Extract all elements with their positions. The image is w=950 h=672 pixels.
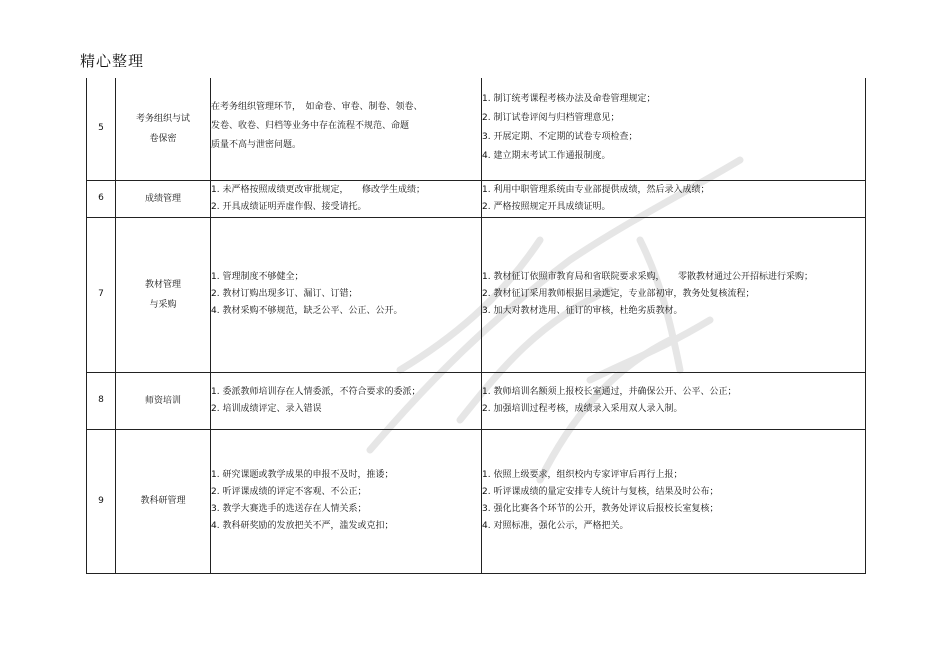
risk-cell [211, 372, 482, 429]
item-text: 成绩管理 [144, 193, 181, 204]
table-row [87, 372, 866, 429]
risk-text: 4. 教材采购不够规范，缺乏公平、公正、公开。 [211, 306, 403, 316]
table-row [87, 429, 866, 573]
measure-text: 3. 强化比赛各个环节的公开，教务处评议后报校长室复核； [482, 504, 719, 514]
page-header-title: 精心整理 [80, 52, 145, 70]
measure-text: 2. 严格按照规定开具成绩证明。 [482, 201, 611, 212]
item-cell [116, 429, 211, 573]
item-text: 教材管理 [144, 279, 181, 290]
table-row [87, 78, 866, 180]
row-number: 7 [87, 217, 116, 372]
risk-text: 1. 研究课题或教学成果的申报不及时，推诿； [211, 470, 394, 480]
item-text: 卷保密 [149, 133, 177, 144]
risk-text: 发卷、收卷、归档等业务中存在流程不规范、命题 [211, 121, 410, 131]
measure-text: 2. 听评课成绩的量定安排专人统计与复核，结果及时公布； [482, 487, 719, 497]
risk-text: 4. 教科研奖励的发放把关不严，滥发或克扣； [211, 521, 394, 531]
risk-text: 2. 培训成绩评定、录入错误 [211, 403, 322, 414]
measure-cell [482, 372, 866, 429]
item-text: 考务组织与试 [135, 113, 190, 124]
measure-text: 1. 依照上级要求，组织校内专家评审后再行上报； [482, 470, 683, 480]
risk-cell [211, 180, 482, 217]
measure-text: 1. 教材征订依照市教育局和省联院要求采购， 零散教材通过公开招标进行采购； [482, 272, 813, 282]
measure-text: 2. 教材征订采用教师根据目录选定，专业部初审，教务处复核流程； [482, 289, 755, 299]
risk-text: 2. 开具成绩证明弄虚作假、接受请托。 [211, 201, 367, 212]
measure-text: 1. 制订统考课程考核办法及命卷管理规定； [482, 94, 656, 104]
row-number: 8 [87, 372, 116, 429]
item-cell [116, 372, 211, 429]
measure-text: 3. 开展定期、不定期的试卷专项检查； [482, 132, 638, 142]
item-cell [116, 217, 211, 372]
item-text: 教科研管理 [140, 496, 186, 506]
measure-text: 1. 教师培训名额须上报校长室通过，并确保公开、公平、公正； [482, 386, 737, 397]
measure-text: 3. 加大对教材选用、征订的审核，杜绝劣质教材。 [482, 306, 683, 316]
risk-text: 在考务组织管理环节， 如命卷、审卷、制卷、领卷、 [211, 102, 423, 112]
table-row [87, 217, 866, 372]
table-row [87, 180, 866, 217]
row-number: 6 [87, 180, 116, 217]
item-text: 师资培训 [144, 395, 181, 406]
measure-text: 1. 利用中职管理系统由专业部提供成绩，然后录入成绩； [482, 184, 710, 195]
row-number: 9 [87, 429, 116, 573]
item-text: 与采购 [149, 299, 177, 310]
risk-text: 2. 听评课成绩的评定不客观、不公正； [211, 487, 367, 497]
measure-text: 4. 建立期末考试工作通报制度。 [482, 151, 611, 161]
risk-text: 1. 委派教师培训存在人情委派，不符合要求的委派； [211, 386, 421, 397]
risk-cell [211, 78, 482, 180]
risk-control-table [86, 78, 866, 574]
measure-text: 2. 制订试卷评阅与归档管理意见； [482, 113, 620, 123]
measure-cell [482, 429, 866, 573]
risk-cell [211, 429, 482, 573]
risk-text: 1. 管理制度不够健全； [211, 272, 304, 282]
risk-text: 1. 未严格按照成绩更改审批规定， 修改学生成绩； [211, 184, 425, 195]
item-cell [116, 78, 211, 180]
measure-text: 4. 对照标准，强化公示，严格把关。 [482, 521, 629, 531]
measure-cell [482, 217, 866, 372]
measure-cell [482, 78, 866, 180]
item-cell [116, 180, 211, 217]
risk-text: 质量不高与泄密问题。 [211, 140, 302, 150]
risk-cell [211, 217, 482, 372]
risk-text: 2. 教材订购出现多订、漏订、订错； [211, 289, 358, 299]
measure-text: 2. 加强培训过程考核，成绩录入采用双人录入制。 [482, 403, 683, 414]
risk-text: 3. 教学大赛选手的选送存在人情关系； [211, 504, 367, 514]
measure-cell [482, 180, 866, 217]
row-number: 5 [87, 78, 116, 180]
